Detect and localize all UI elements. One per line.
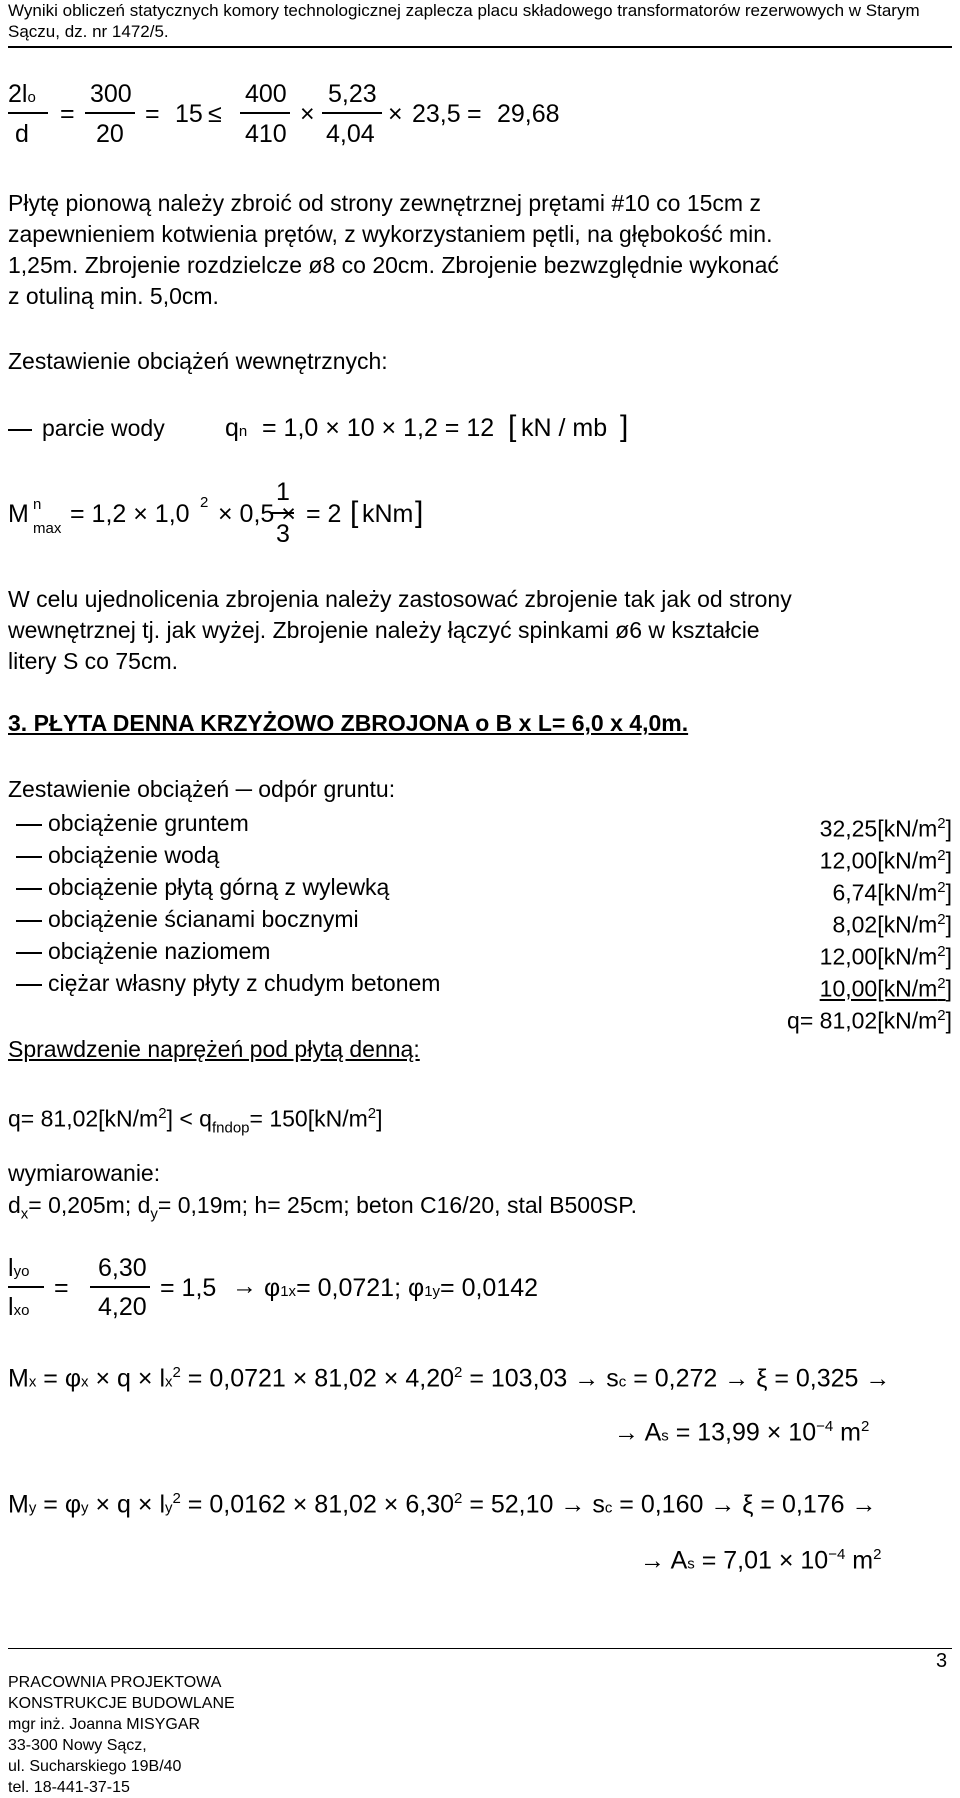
para2-line: litery S co 75cm. xyxy=(8,648,178,674)
load-label: obciążenie naziomem xyxy=(48,938,271,964)
footer-divider xyxy=(8,1648,952,1649)
eq1-le: ≤ xyxy=(208,100,222,128)
internal-loads-title: Zestawienie obciążeń wewnętrznych: xyxy=(8,348,388,374)
footer-line: KONSTRUKCJE BUDOWLANE xyxy=(8,1695,235,1712)
footer-line: PRACOWNIA PROJEKTOWA xyxy=(8,1674,222,1691)
load-value: $12,00[kN/m^2]$ xyxy=(819,847,952,874)
dimensioning-line: $d_x= 0,205m$; $d_y= 0,19m$; h= 25cm; beton C16/20, stal B500SP. xyxy=(8,1192,637,1223)
moment-exp: 2 xyxy=(200,494,209,511)
ratio-num2: 6,30 xyxy=(98,1254,147,1282)
soil-loads-title: Zestawienie obciążeń ─ odpór gruntu: xyxy=(8,776,396,802)
header-title: Wyniki obliczeń statycznych komory technologicznej zaplecza placu składowego transformatorów rezerwowych w Starym Sączu, dz. nr 1472/5. xyxy=(8,1,920,41)
moment-result: = 2 xyxy=(306,500,342,528)
page-number: 3 xyxy=(936,1650,948,1672)
header-divider xyxy=(8,46,952,48)
document-header xyxy=(8,0,952,42)
eq1-fraction-line-2 xyxy=(85,112,135,114)
reinforcement-paragraph xyxy=(8,188,779,312)
ratio-eq: = xyxy=(54,1274,69,1302)
load-row xyxy=(8,840,952,874)
load-total: $q= 81,02[kN/m^2]$ xyxy=(787,1007,952,1034)
bullet-dash xyxy=(8,429,32,431)
load-label: obciążenie ścianami bocznymi xyxy=(48,906,359,932)
section-3-heading: 3. PŁYTA DENNA KRZYŻOWO ZBROJONA o B x L= 6,0 x 4,0m. xyxy=(8,710,689,736)
bullet-dash xyxy=(16,920,42,922)
moment-unit: kNm xyxy=(362,500,414,528)
load-value: $10,00[kN/m^2]$ xyxy=(819,975,952,1002)
bullet-dash xyxy=(16,888,42,890)
load-row xyxy=(8,936,952,970)
eq1-eq-b: = xyxy=(145,100,160,128)
load-label: obciążenie wodą xyxy=(48,842,220,868)
unification-paragraph xyxy=(8,584,792,677)
para1-line: 1,25m. Zbrojenie rozdzielcze ø8 co 20cm. Zbrojenie bezwzględnie wykonać xyxy=(8,252,779,278)
para1-line: zapewnieniem kotwienia prętów, z wykorzystaniem pętli, na głębokość min. xyxy=(8,221,773,247)
eq1-num3: 400 xyxy=(245,80,287,108)
moment-frac-num: 1 xyxy=(276,478,290,506)
footer-address xyxy=(8,1672,235,1798)
load-row xyxy=(8,808,952,842)
para2-line: wewnętrznej tj. jak wyżej. Zbrojenie należy łączyć spinkami ø6 w kształcie xyxy=(8,617,760,643)
eq1-den4: 4,04 xyxy=(326,120,375,148)
arrow-right-icon: → xyxy=(232,1272,257,1300)
moment-fraction-line xyxy=(270,512,294,514)
moment-expr2: × 0,5 × xyxy=(218,500,296,528)
arrow-right-icon: → xyxy=(574,1364,600,1393)
load-label: obciążenie płytą górną z wylewką xyxy=(48,874,390,900)
load-value: $6,74[kN/m^2]$ xyxy=(832,879,952,906)
eq1-den1: d xyxy=(15,120,29,148)
ratio-den2: 4,20 xyxy=(98,1293,147,1321)
moment-sub: max xyxy=(33,520,62,537)
eq1-fraction-line-4 xyxy=(322,112,382,114)
eq1-num2: 300 xyxy=(90,80,132,108)
water-unit: kN / mb xyxy=(521,414,608,442)
eq1-times1: × xyxy=(300,100,315,128)
para2-line: W celu ujednolicenia zbrojenia należy zastosować zbrojenie tak jak od strony xyxy=(8,586,792,612)
bullet-dash xyxy=(16,984,42,986)
load-label: obciążenie gruntem xyxy=(48,810,249,836)
para1-line: z otuliną min. 5,0cm. xyxy=(8,283,219,309)
load-label: ciężar własny płyty z chudym betonem xyxy=(48,970,441,996)
arrow-right-icon: → xyxy=(560,1490,586,1519)
eq1-den2: 20 xyxy=(96,120,124,148)
moment-bracket-close: ] xyxy=(415,496,424,529)
eq1-eq-c: = xyxy=(467,100,482,128)
moment-frac-den: 3 xyxy=(276,520,290,548)
bullet-dash xyxy=(16,824,42,826)
water-symbol: q xyxy=(225,414,239,442)
bullet-dash xyxy=(16,952,42,954)
eq1-num1: 2l xyxy=(8,80,28,108)
ratio-fraction-line xyxy=(8,1286,44,1288)
eq1-val1: 15 xyxy=(175,100,203,128)
moment-bracket-open: [ xyxy=(350,496,359,529)
footer-line: mgr inż. Joanna MISYGAR xyxy=(8,1716,201,1733)
load-row xyxy=(8,968,952,1002)
ratio-result: = 1,5 xyxy=(160,1274,217,1302)
water-label: parcie wody xyxy=(42,415,165,441)
load-row xyxy=(8,872,952,906)
load-value: $32,25[kN/m^2]$ xyxy=(819,815,952,842)
load-total-row xyxy=(8,1000,952,1034)
water-bracket-close: ] xyxy=(620,410,629,443)
footer-line: ul. Sucharskiego 19B/40 xyxy=(8,1758,182,1775)
load-row xyxy=(8,904,952,938)
moment-expr: = 1,2 × 1,0 xyxy=(70,500,190,528)
eq1-fraction-line-3 xyxy=(240,112,290,114)
water-bracket-open: [ xyxy=(508,410,517,443)
moment-sup: n xyxy=(33,496,42,513)
load-value: $8,02[kN/m^2]$ xyxy=(832,911,952,938)
stress-check-title: Sprawdzenie naprężeń pod płytą denną: xyxy=(8,1036,420,1062)
footer-line: tel. 18-441-37-15 xyxy=(8,1779,130,1796)
para1-line: Płytę pionową należy zbroić od strony zewnętrznej prętami #10 co 15cm z xyxy=(8,190,761,216)
eq1-times2: × xyxy=(388,100,403,128)
moment-symbol: M xyxy=(8,500,29,528)
eq1-tail: 23,5 xyxy=(412,100,461,128)
eq1-den3: 410 xyxy=(245,120,287,148)
load-value: $12,00[kN/m^2]$ xyxy=(819,943,952,970)
eq1-eq-a: = xyxy=(60,100,75,128)
eq1-result: 29,68 xyxy=(497,100,560,128)
bullet-dash xyxy=(16,856,42,858)
eq1-fraction-line-1 xyxy=(8,112,48,114)
ratio-fraction-line-2 xyxy=(90,1286,150,1288)
footer-line: 33-300 Nowy Sącz, xyxy=(8,1737,147,1754)
dimensioning-title: wymiarowanie: xyxy=(8,1160,161,1186)
water-expr: = 1,0 × 10 × 1,2 = 12 xyxy=(262,414,495,442)
eq1-num4: 5,23 xyxy=(328,80,377,108)
stress-check-line: $q= 81,02[kN/m^2] < q_{fndop}= 150[kN/m^2]$ xyxy=(8,1105,383,1137)
